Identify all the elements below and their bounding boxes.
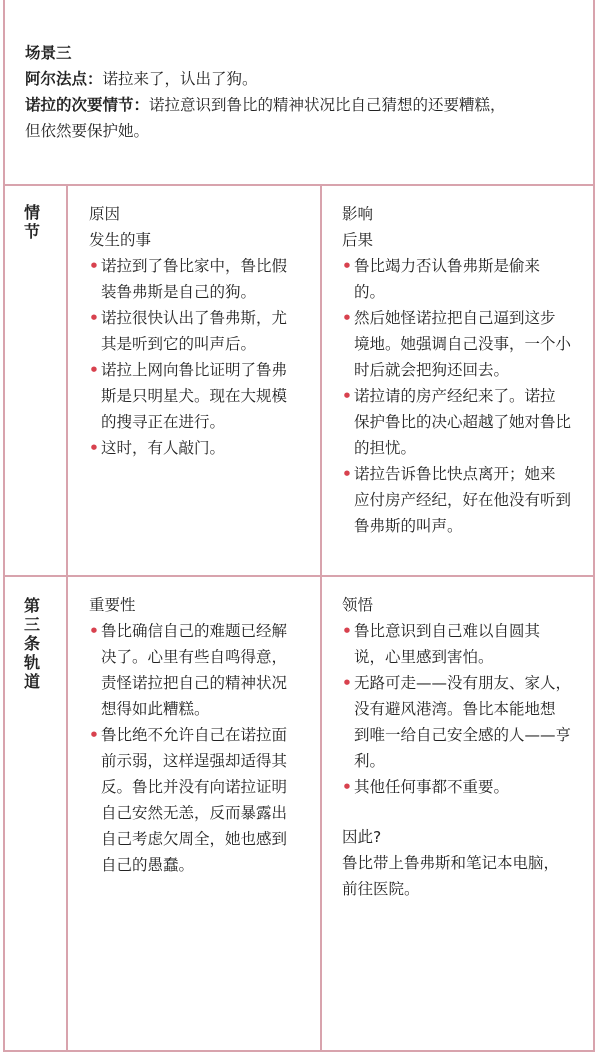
effect-cell (342, 201, 592, 539)
scene-title: 场景三 (25, 44, 72, 62)
list-item: • 诺拉上网向鲁比证明了鲁弗 斯是只明星犬。现在大规模 的搜寻正在进行。 (89, 357, 314, 435)
list-item: • 鲁比绝不允许自己在诺拉面 前示弱，这样逞强却适得其 反。鲁比并没有向诺拉证明 自己安然无恙，反而暴露出 自己考虑欠周全，她也感到 自己的愚蠢。 (89, 722, 314, 878)
subplot-text: 诺拉意识到鲁比的精神状况比自己猜想的还要糟糕， (149, 96, 506, 114)
therefore-label: 因此? (342, 828, 382, 846)
divider-side (66, 184, 68, 1052)
subplot-text-2: 但依然要保护她。 (25, 122, 150, 140)
side-char: 轨 (23, 653, 40, 672)
list-item: • 诺拉到了鲁比家中，鲁比假 装鲁弗斯是自己的狗。 (89, 253, 314, 305)
side-char: 节 (23, 222, 40, 241)
effect-list (342, 253, 592, 539)
list-item: • 诺拉请的房产经纪来了。诺拉 保护鲁比的决心超越了她对鲁比 的担忧。 (342, 383, 592, 461)
side-char: 条 (23, 634, 40, 653)
subplot-label: 诺拉的次要情节： (25, 96, 150, 114)
list-item: • 鲁比确信自己的难题已经解 决了。心里有些自鸣得意， 责怪诺拉把自己的精神状况 想得如此糟糕。 (89, 618, 314, 722)
insight-title: 领悟 (342, 596, 374, 614)
list-item: • 无路可走——没有朋友、家人， 没有避风港湾。鲁比本能地想 到唯一给自己安全感的人——亨 利。 (342, 670, 592, 774)
importance-cell (89, 592, 314, 878)
insight-cell (342, 592, 592, 902)
alpha-text: 诺拉来了，认出了狗。 (102, 70, 258, 88)
side-label-plot (22, 203, 42, 241)
list-item: • 诺拉告诉鲁比快点离开；她来 应付房产经纪，好在他没有听到 鲁弗斯的叫声。 (342, 461, 592, 539)
divider-middle (320, 184, 322, 1052)
effect-subtitle: 后果 (342, 231, 374, 249)
side-label-third-track (22, 596, 42, 691)
side-char: 道 (23, 672, 40, 691)
importance-list (89, 618, 314, 878)
alpha-point (25, 66, 575, 92)
cause-list (89, 253, 314, 461)
side-char: 三 (23, 615, 40, 634)
therefore-line: 鲁比带上鲁弗斯和笔记本电脑， (342, 854, 560, 872)
alpha-label: 阿尔法点： (25, 70, 103, 88)
scene-header (25, 40, 575, 144)
list-item: • 鲁比意识到自己难以自圆其 说，心里感到害怕。 (342, 618, 592, 670)
cause-title: 原因 (89, 205, 121, 223)
cause-cell (89, 201, 314, 461)
side-char: 情 (23, 203, 40, 222)
divider-header (3, 184, 595, 186)
cause-subtitle: 发生的事 (89, 231, 152, 249)
importance-title: 重要性 (89, 596, 136, 614)
list-item: • 然后她怪诺拉把自己逼到这步 境地。她强调自己没事，一个小 时后就会把狗还回去。 (342, 305, 592, 383)
side-char: 第 (23, 596, 40, 615)
insight-list (342, 618, 592, 800)
therefore-line: 前往医院。 (342, 880, 420, 898)
list-item: • 诺拉很快认出了鲁弗斯，尤 其是听到它的叫声后。 (89, 305, 314, 357)
list-item: • 其他任何事都不重要。 (342, 774, 592, 800)
list-item: • 鲁比竭力否认鲁弗斯是偷来 的。 (342, 253, 592, 305)
effect-title: 影响 (342, 205, 374, 223)
subplot (25, 92, 575, 118)
divider-row (3, 575, 595, 577)
list-item: • 这时，有人敲门。 (89, 435, 314, 461)
